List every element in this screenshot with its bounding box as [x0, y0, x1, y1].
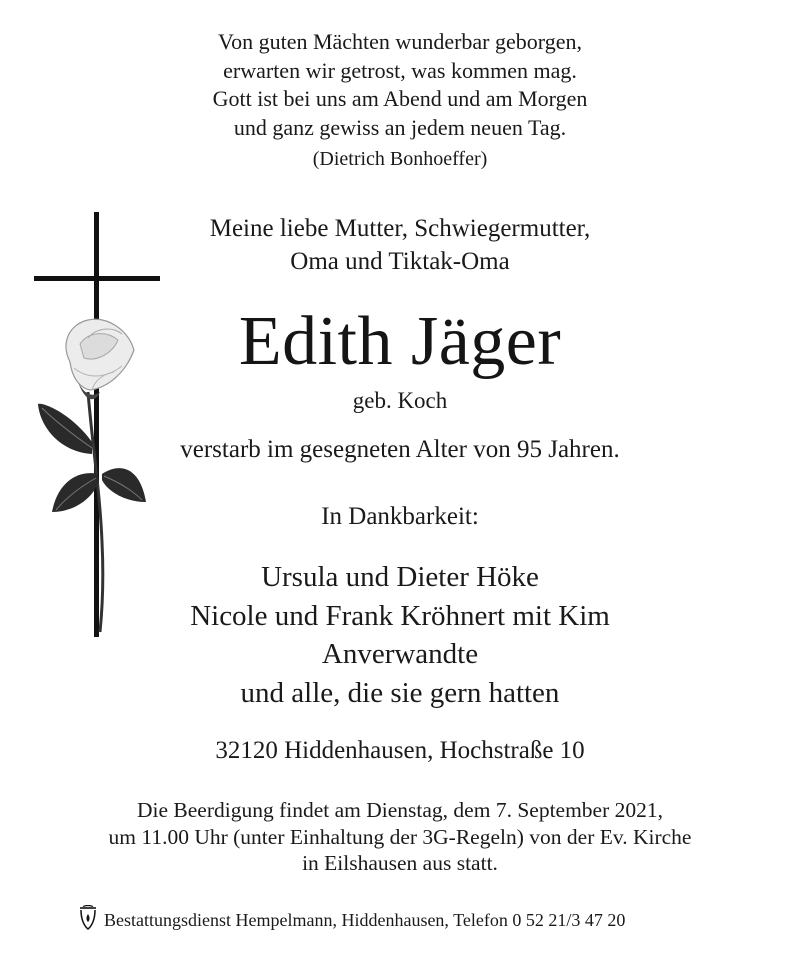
- poem: [0, 28, 800, 142]
- mourner-line: und alle, die sie gern hatten: [240, 676, 560, 709]
- mourners-list: [0, 558, 800, 712]
- funeral-line: in Eilshausen aus statt.: [302, 851, 498, 875]
- thanks-label: In Dankbarkeit:: [321, 503, 479, 530]
- intro: [0, 212, 800, 278]
- address: 32120 Hiddenhausen, Hochstraße 10: [215, 737, 585, 764]
- age-statement: verstarb im gesegneten Alter von 95 Jahren.: [180, 436, 620, 463]
- maiden-name: geb. Koch: [352, 388, 448, 413]
- mourner-line: Ursula und Dieter Höke: [261, 561, 539, 593]
- poem-attribution: (Dietrich Bonhoeffer): [312, 148, 488, 170]
- mourner-line: Anverwandte: [321, 638, 479, 670]
- poem-line: Von guten Mächten wunderbar geborgen,: [218, 29, 582, 54]
- undertaker-line: [78, 905, 625, 931]
- intro-line: Oma und Tiktak-Oma: [290, 248, 510, 275]
- funeral-line: Die Beerdigung findet am Dienstag, dem 7. September 2021,: [136, 798, 664, 822]
- funeral-details: [0, 797, 800, 877]
- poem-line: Gott ist bei uns am Abend und am Morgen: [212, 86, 588, 111]
- funeral-line: um 11.00 Uhr (unter Einhaltung der 3G-Regeln) von der Ev. Kirche: [108, 824, 692, 849]
- poem-line: und ganz gewiss an jedem neuen Tag.: [233, 114, 567, 140]
- poem-line: erwarten wir getrost, was kommen mag.: [223, 57, 577, 83]
- intro-line: Meine liebe Mutter, Schwiegermutter,: [209, 215, 591, 242]
- undertaker-text: Bestattungsdienst Hempelmann, Hiddenhausen, Telefon 0 52 21/3 47 20: [104, 910, 626, 930]
- mourner-line: Nicole und Frank Kröhnert mit Kim: [190, 599, 610, 632]
- grave-lantern-icon: [78, 905, 98, 931]
- deceased-name: Edith Jäger: [238, 303, 562, 380]
